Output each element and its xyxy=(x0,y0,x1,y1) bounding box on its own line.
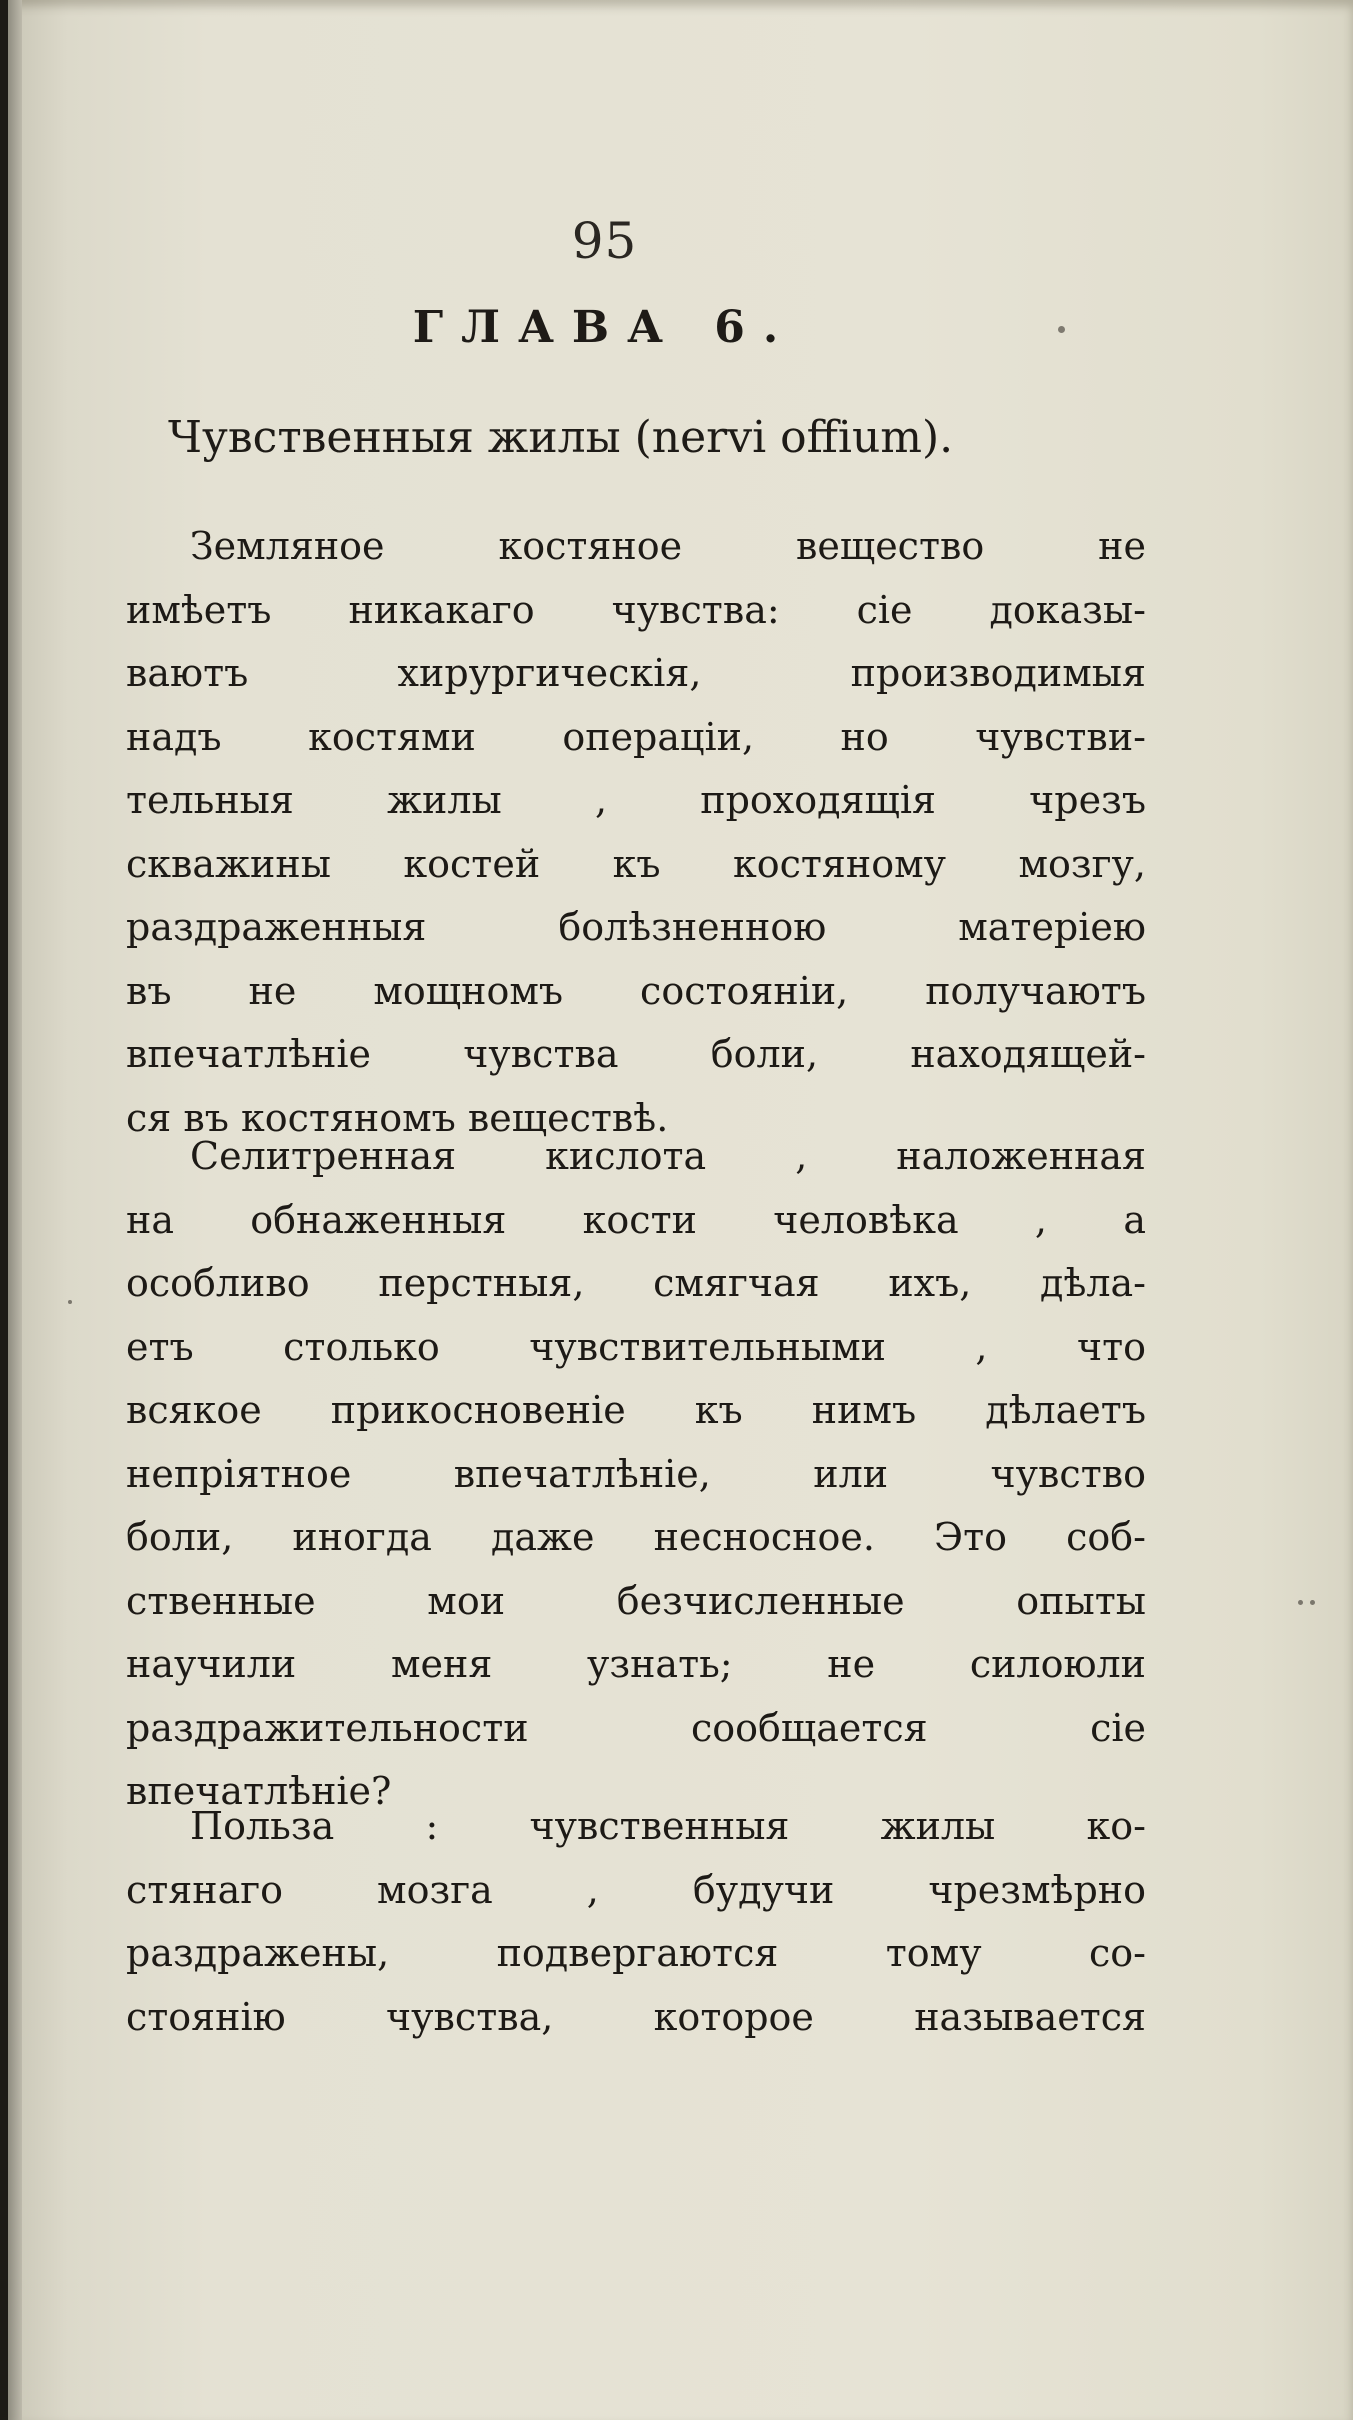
paragraph-1 xyxy=(126,515,1146,1150)
paragraph-3 xyxy=(126,1795,1146,2049)
paper-speck xyxy=(1298,1600,1303,1605)
text-line: имѣетъ никакаго чувства: сіе доказы- xyxy=(126,587,1146,632)
paper-speck xyxy=(1310,1600,1315,1605)
text-line: впечатлѣніе чувства боли, находящей- xyxy=(126,1032,1146,1076)
text-line: Польза : чувственныя жилы ко- xyxy=(190,1804,1146,1848)
text-line: научили меня узнать; не силоюли xyxy=(126,1642,1146,1686)
text-line: боли, иногда даже несносное. Это соб- xyxy=(126,1515,1146,1559)
text-line: Селитренная кислота , наложенная xyxy=(190,1134,1146,1178)
text-line: особливо перстныя, смягчая ихъ, дѣла- xyxy=(126,1261,1146,1305)
text-line: ваютъ хирургическія, производимыя xyxy=(126,651,1146,695)
paragraph-2 xyxy=(126,1125,1146,1824)
text-line: всякое прикосновеніе къ нимъ дѣлаетъ xyxy=(126,1388,1146,1432)
section-title: Чувственныя жилы (nervi offium). xyxy=(168,412,954,463)
text-line: раздражительности сообщается сіе xyxy=(126,1705,1146,1750)
text-line: раздражены, подвергаются тому со- xyxy=(126,1931,1146,1975)
text-line: тельныя жилы , проходящія чрезъ xyxy=(126,778,1146,822)
text-line: надъ костями операціи, но чувстви- xyxy=(126,714,1146,759)
page-number: 95 xyxy=(571,212,638,270)
page-edge-shadow xyxy=(8,0,22,2420)
text-line: раздраженныя болѣзненною матеріею xyxy=(126,905,1146,949)
text-line: ся въ костяномъ веществѣ. xyxy=(126,1095,669,1140)
paper-speck xyxy=(1058,326,1065,333)
text-line: етъ столько чувствительными , что xyxy=(126,1324,1146,1369)
text-line: стоянію чувства, которое называется xyxy=(126,1994,1146,2039)
text-line: непріятное впечатлѣніе, или чувство xyxy=(126,1451,1146,1496)
text-line: скважины костей къ костяному мозгу, xyxy=(126,841,1146,886)
text-line: впечатлѣніе? xyxy=(126,1769,392,1813)
book-page xyxy=(8,0,1353,2420)
chapter-heading: ГЛАВА 6. xyxy=(412,302,797,353)
text-line: въ не мощномъ состояніи, получаютъ xyxy=(126,968,1146,1013)
text-line: на обнаженныя кости человѣка , а xyxy=(126,1197,1146,1242)
paper-speck xyxy=(68,1300,72,1304)
text-line: стянаго мозга , будучи чрезмѣрно xyxy=(126,1867,1146,1912)
text-line: Земляное костяное вещество не xyxy=(190,524,1146,568)
text-line: ственные мои безчисленные опыты xyxy=(126,1578,1146,1623)
